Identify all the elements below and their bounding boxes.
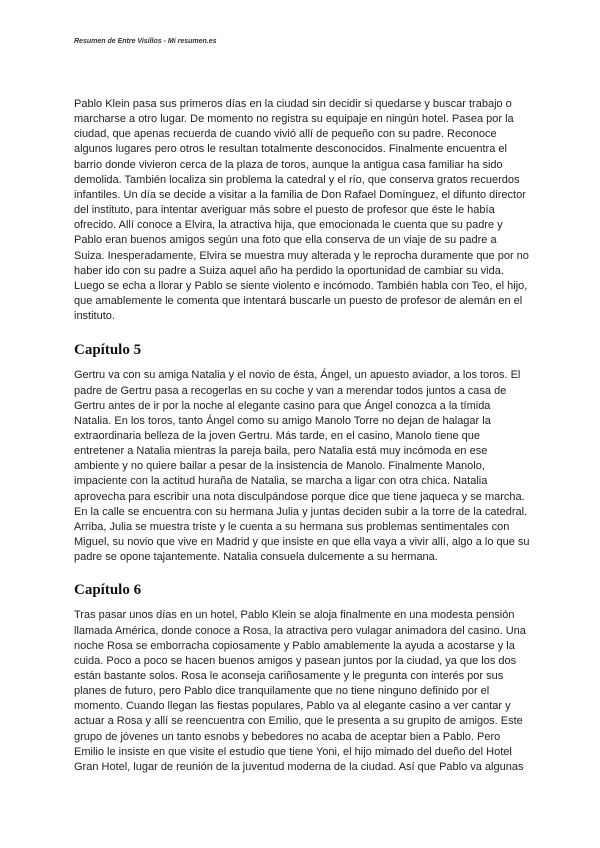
chapter-6-heading: Capítulo 6 — [74, 582, 142, 599]
running-header: Resumen de Entre Visillos - Mi resumen.es — [74, 38, 217, 45]
chapter-5-heading: Capítulo 5 — [74, 342, 142, 359]
intro-paragraph: Pablo Klein pasa sus primeros días en la ciudad sin decidir si quedarse y buscar trabajo o marcharse a otro lugar. De momento no registra su equipaje en ningún hotel. Pasea por la ciudad, que apenas recuerda de cuando vivió allí de pequeño con su padre. Reconoce algunos lugares pero otros le resultan totalmente desconocidos. Finalmente encuentra el barrio donde vivieron cerca de la plaza de toros, aunque la antigua casa familiar ha sido demolida. También localiza sin problema la catedral y el río, que conserva gratos recuerdos infantiles. Un día se decide a visitar a la familia de Don Rafael Domínguez, el difunto director del instituto, para intentar averiguar más sobre el puesto de profesor que éste le había ofrecido. Allí conoce a Elvira, la atractiva hija, que emocionada le cuenta que su padre y Pablo eran buenos amigos según una foto que ella conserva de un viaje de su padre a Suiza. Inesperadamente, Elvira se muestra muy alterada y le reprocha duramente que por no haber ido con su padre a Suiza aquel año ha perdido la oportunidad de cambiar su vida. Luego se echa a llorar y Pablo se siente violento e incómodo. También habla con Teo, el hijo, que amablemente le comenta que intentará buscarle un puesto de profesor de alemán en el instituto. — [74, 98, 529, 323]
document-body — [74, 97, 530, 775]
chapter-6-paragraph: Tras pasar unos días en un hotel, Pablo Klein se aloja finalmente en una modesta pensión llamada América, donde conoce a Rosa, la atractiva pero vulagar animadora del casino. Una noche Rosa se emborracha copiosamente y Pablo amablemente la ayuda a acostarse y la cuida. Poco a poco se hacen buenos amigos y pasean juntos por la ciudad, ya que los dos están bastante solos. Rosa le aconseja cariñosamente y le pregunta con interés por sus planes de futuro, pero Pablo dice tranquilamente que no tiene ninguno definido por el momento. Cuando llegan las fiestas populares, Pablo va al elegante casino a ver cantar y actuar a Rosa y allí se reencuentra con Emilio, que le presenta a su grupito de amigos. Este grupo de jóvenes un tanto esnobs y bebedores no acaba de aceptar bien a Pablo. Pero Emilio le insiste en que visite el estudio que tiene Yoni, el hijo mimado del dueño del Hotel Gran Hotel, lugar de reunión de la juventud moderna de la ciudad. Así que Pablo va algunas — [74, 609, 526, 773]
chapter-5-paragraph: Gertru va con su amiga Natalia y el novio de ésta, Ángel, un apuesto aviador, a los toros. El padre de Gertru pasa a recogerlas en su coche y van a merendar todos juntos a casa de Gertru antes de ir por la noche al elegante casino para que Ángel conozca a la tímida Natalia. En los toros, tanto Ángel como su amigo Manolo Torre no dejan de halagar la extraordinaria belleza de la joven Gertru. Más tarde, en el casino, Manolo tiene que entretener a Natalia mientras la pareja baila, pero Natalia está muy incómoda en ese ambiente y no quiere bailar a pesar de la insistencia de Manolo. Finalmente Manolo, impaciente con la actitud huraña de Natalia, se marcha a ligar con otra chica. Natalia aprovecha para escribir una nota disculpándose porque dice que tiene jaqueca y se marcha. En la calle se encuentra con su hermana Julia y juntas deciden subir a la torre de la catedral. Arriba, Julia se muestra triste y le cuenta a su hermana sus problemas sentimentales con Miguel, su novio que vive en Madrid y que insiste en que ella vaya a vivir allí, algo a lo que su padre se opone tajantemente. Natalia consuela dulcemente a su hermana. — [74, 369, 530, 564]
